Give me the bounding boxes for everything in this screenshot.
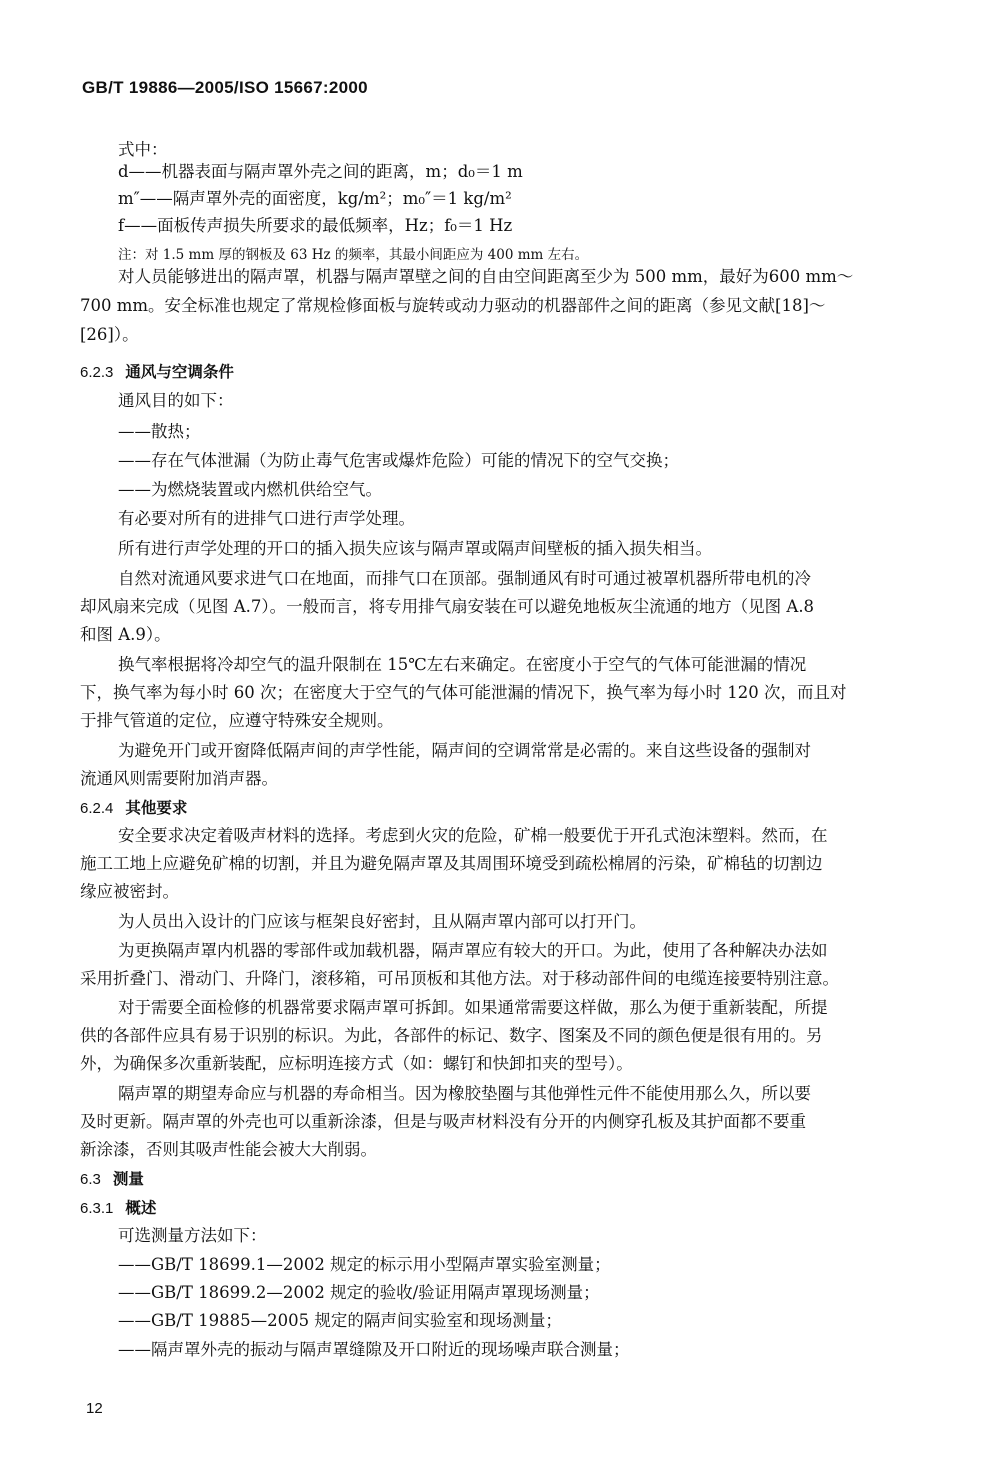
section-heading-6-2-3	[80, 360, 234, 382]
paragraph-line: 和图 A.9）。	[80, 625, 171, 644]
paragraph-line: 缘应被密封。	[80, 882, 179, 901]
section-number: 6.2.3	[80, 364, 114, 381]
paragraph-line: 为更换隔声罩内机器的零部件或加载机器，隔声罩应有较大的开口。为此，使用了各种解决办法如	[118, 941, 828, 960]
list-item: ——GB/T 18699.1—2002 规定的标示用小型隔声罩实验室测量；	[118, 1255, 611, 1274]
paragraph-line: 下，换气率为每小时 60 次；在密度大于空气的气体可能泄漏的情况下，换气率为每小时 120 次，而且对	[80, 683, 847, 702]
paragraph-line: 为避免开门或开窗降低隔声间的声学性能，隔声间的空调常常是必需的。来自这些设备的强制对	[118, 741, 811, 760]
paragraph-line: 700 mm。安全标准也规定了常规检修面板与旋转或动力驱动的机器部件之间的距离（参见文献[18]～	[80, 296, 826, 315]
formula-intro: 式中：	[118, 140, 168, 159]
formula-note: 注：对 1.5 mm 厚的钢板及 63 Hz 的频率，其最小间距应为 400 mm 左右。	[118, 247, 589, 263]
section-number: 6.3.1	[80, 1200, 114, 1217]
formula-term-d: d——机器表面与隔声罩外壳之间的距离，m；d₀＝1 m	[118, 162, 523, 181]
paragraph-line: [26]）。	[80, 325, 139, 344]
section-number: 6.3	[80, 1171, 101, 1188]
paragraph-line: 换气率根据将冷却空气的温升限制在 15℃左右来确定。在密度小于空气的气体可能泄漏的情况	[118, 655, 807, 674]
paragraph-line: 流通风则需要附加消声器。	[80, 769, 278, 788]
list-item: ——隔声罩外壳的振动与隔声罩缝隙及开口附近的现场噪声联合测量；	[118, 1340, 630, 1359]
section-title: 概述	[125, 1199, 157, 1217]
page-number: 12	[86, 1400, 103, 1417]
section-title: 通风与空调条件	[125, 363, 234, 381]
standard-header: GB/T 19886—2005/ISO 15667:2000	[82, 78, 368, 97]
paragraph-line: 施工工地上应避免矿棉的切割，并且为避免隔声罩及其周围环境受到疏松棉屑的污染，矿棉毡的切割边	[80, 854, 823, 873]
paragraph-line: 为人员出入设计的门应该与框架良好密封，且从隔声罩内部可以打开门。	[118, 912, 646, 931]
paragraph-line: 自然对流通风要求进气口在地面，而排气口在顶部。强制通风有时可通过被罩机器所带电机的冷	[118, 569, 811, 588]
section-title: 测量	[112, 1170, 144, 1188]
list-item: ——为燃烧装置或内燃机供给空气。	[118, 480, 382, 499]
list-item: ——散热；	[118, 422, 201, 441]
paragraph-line: 及时更新。隔声罩的外壳也可以重新涂漆，但是与吸声材料没有分开的内侧穿孔板及其护面都不要重	[80, 1112, 806, 1131]
list-intro: 通风目的如下：	[118, 391, 234, 410]
formula-term-m: m″——隔声罩外壳的面密度，kg/m²；m₀″＝1 kg/m²	[118, 189, 512, 208]
list-intro: 可选测量方法如下：	[118, 1226, 267, 1245]
paragraph-line: 有必要对所有的进排气口进行声学处理。	[118, 509, 415, 528]
section-heading-6-3-1	[80, 1196, 156, 1218]
paragraph-line: 外，为确保多次重新装配，应标明连接方式（如：螺钉和快卸扣夹的型号）。	[80, 1054, 633, 1073]
paragraph-line: 对于需要全面检修的机器常要求隔声罩可拆卸。如果通常需要这样做，那么为便于重新装配，所提	[118, 998, 828, 1017]
paragraph-line: 供的各部件应具有易于识别的标识。为此，各部件的标记、数字、图案及不同的颜色便是很有用的。另	[80, 1026, 823, 1045]
paragraph-line: 却风扇来完成（见图 A.7）。一般而言，将专用排气扇安装在可以避免地板灰尘流通的地方（见图 A.8	[80, 597, 815, 616]
section-heading-6-2-4	[80, 796, 187, 818]
list-item: ——GB/T 18699.2—2002 规定的验收/验证用隔声罩现场测量；	[118, 1283, 600, 1302]
paragraph-line: 采用折叠门、滑动门、升降门，滚移箱，可吊顶板和其他方法。对于移动部件间的电缆连接要特别注意。	[80, 969, 839, 988]
list-item: ——GB/T 19885—2005 规定的隔声间实验室和现场测量；	[118, 1311, 562, 1330]
formula-term-f: f——面板传声损失所要求的最低频率，Hz；f₀＝1 Hz	[118, 216, 513, 235]
section-number: 6.2.4	[80, 800, 114, 817]
section-title: 其他要求	[125, 799, 188, 817]
paragraph-line: 于排气管道的定位，应遵守特殊安全规则。	[80, 711, 394, 730]
paragraph-line: 安全要求决定着吸声材料的选择。考虑到火灾的危险，矿棉一般要优于开孔式泡沫塑料。然而，在	[118, 826, 828, 845]
paragraph-line: 新涂漆，否则其吸声性能会被大大削弱。	[80, 1140, 377, 1159]
section-heading-6-3	[80, 1167, 144, 1189]
paragraph-line: 隔声罩的期望寿命应与机器的寿命相当。因为橡胶垫圈与其他弹性元件不能使用那么久，所以要	[118, 1084, 811, 1103]
list-item: ——存在气体泄漏（为防止毒气危害或爆炸危险）可能的情况下的空气交换；	[118, 451, 679, 470]
paragraph-line: 所有进行声学处理的开口的插入损失应该与隔声罩或隔声间壁板的插入损失相当。	[118, 539, 712, 558]
paragraph-line: 对人员能够进出的隔声罩，机器与隔声罩壁之间的自由空间距离至少为 500 mm，最好为600 mm～	[118, 267, 854, 286]
